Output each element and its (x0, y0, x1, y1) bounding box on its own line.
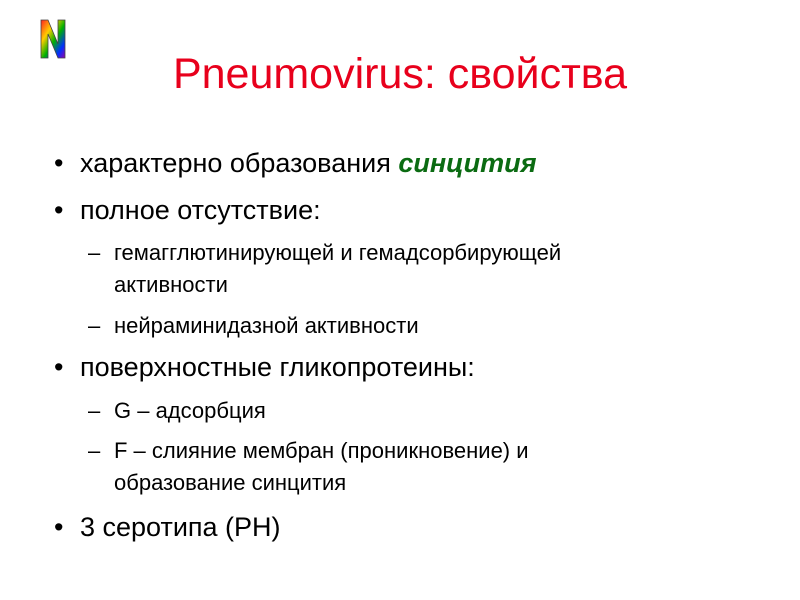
bullet-marker: • (54, 512, 64, 542)
sub-item-hemagglutinating-cont: активности (114, 272, 228, 297)
list-item-glycoproteins: поверхностные гликопротеины: (80, 352, 475, 382)
sub-item-f-fusion-cont: образование синцития (114, 470, 347, 495)
list-item-absence: полное отсутствие: (80, 195, 321, 225)
dash-marker: – (88, 398, 101, 423)
sub-item-neuraminidase: нейраминидазной активности (114, 313, 419, 338)
bullet-marker: • (54, 148, 64, 178)
slide-title: Pneumovirus: свойства (172, 50, 628, 98)
bullet-marker: • (54, 195, 64, 225)
list-item-serotypes: 3 серотипа (PH) (80, 512, 281, 542)
dash-marker: – (88, 438, 101, 463)
dash-marker: – (88, 240, 101, 265)
sub-item-f-fusion: F – слияние мембран (проникновение) и (114, 438, 529, 463)
dash-marker: – (88, 313, 101, 338)
sub-item-g-adsorption: G – адсорбция (114, 398, 266, 423)
bullet-marker: • (54, 352, 64, 382)
sub-item-hemagglutinating: гемагглютинирующей и гемадсорбирующей (114, 240, 562, 265)
list-item-syncytium (80, 146, 537, 180)
highlight-syncytium: синцития (398, 148, 537, 178)
list-item-text: характерно образования (80, 148, 399, 178)
